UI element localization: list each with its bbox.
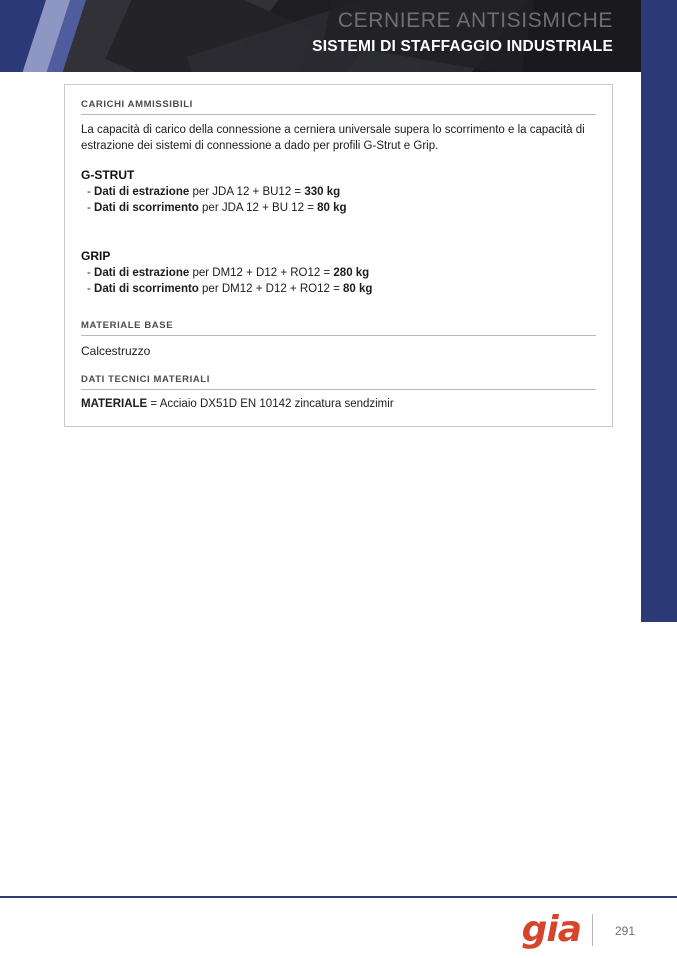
bullet-value: 330 kg <box>304 186 341 198</box>
list-item <box>87 201 596 216</box>
bullet-mid: per JDA 12 + BU12 = <box>189 186 305 198</box>
bullet-prefix: - <box>87 202 95 214</box>
tech-data-line <box>81 398 596 410</box>
page-number: 291 <box>614 924 635 938</box>
bullet-prefix: - <box>87 186 95 198</box>
list-item <box>87 282 596 297</box>
group-title-g-strut: G-STRUT <box>81 168 135 182</box>
gia-logo: gia <box>521 909 581 950</box>
list-item <box>87 185 596 200</box>
bullet-value: 80 kg <box>343 283 373 295</box>
bullet-prefix: - <box>87 283 95 295</box>
content-card <box>64 84 613 427</box>
divider-tech-data <box>81 389 596 390</box>
bullet-value: 80 kg <box>317 202 347 214</box>
group-spacer <box>81 217 596 243</box>
section-label-loads: CARICHI AMMISSIBILI <box>81 99 193 110</box>
bullet-mid: per DM12 + D12 + RO12 = <box>198 283 343 295</box>
divider-base-material <box>81 335 596 336</box>
tech-data-value: = Acciaio DX51D EN 10142 zincatura sendzimir <box>147 398 394 410</box>
intro-paragraph: La capacità di carico della connessione a cerniera universale supera lo scorrimento e la capacità di estrazione dei sistemi di connessione a dado per profili G-Strut e Grip. <box>81 124 585 152</box>
header-text-block <box>312 8 613 58</box>
page-subtitle: SISTEMI DI STAFFAGGIO INDUSTRIALE <box>312 38 613 55</box>
bullet-value: 280 kg <box>333 267 370 279</box>
tech-data-key: MATERIALE <box>81 398 148 410</box>
section-spacer <box>81 298 596 320</box>
right-blue-band <box>641 0 677 622</box>
bullet-label: Dati di scorrimento <box>94 202 199 214</box>
bullet-prefix: - <box>87 267 95 279</box>
section-label-base-material: MATERIALE BASE <box>81 320 174 331</box>
page-header <box>0 0 677 72</box>
bullet-label: Dati di estrazione <box>94 267 190 279</box>
group-grip <box>81 249 596 297</box>
divider-loads <box>81 114 596 115</box>
group-g-strut <box>81 168 596 216</box>
bullet-label: Dati di estrazione <box>94 186 190 198</box>
bullet-mid: per DM12 + D12 + RO12 = <box>189 267 334 279</box>
section-spacer-2 <box>81 360 596 374</box>
page-title: CERNIERE ANTISISMICHE <box>337 9 613 32</box>
footer-logo-separator <box>592 914 593 946</box>
bullet-label: Dati di scorrimento <box>94 283 199 295</box>
list-item <box>87 266 596 281</box>
section-label-tech-data: DATI TECNICI MATERIALI <box>81 374 210 385</box>
group-title-grip: GRIP <box>81 249 111 263</box>
base-material-value: Calcestruzzo <box>81 344 151 358</box>
bullet-mid: per JDA 12 + BU 12 = <box>198 202 318 214</box>
